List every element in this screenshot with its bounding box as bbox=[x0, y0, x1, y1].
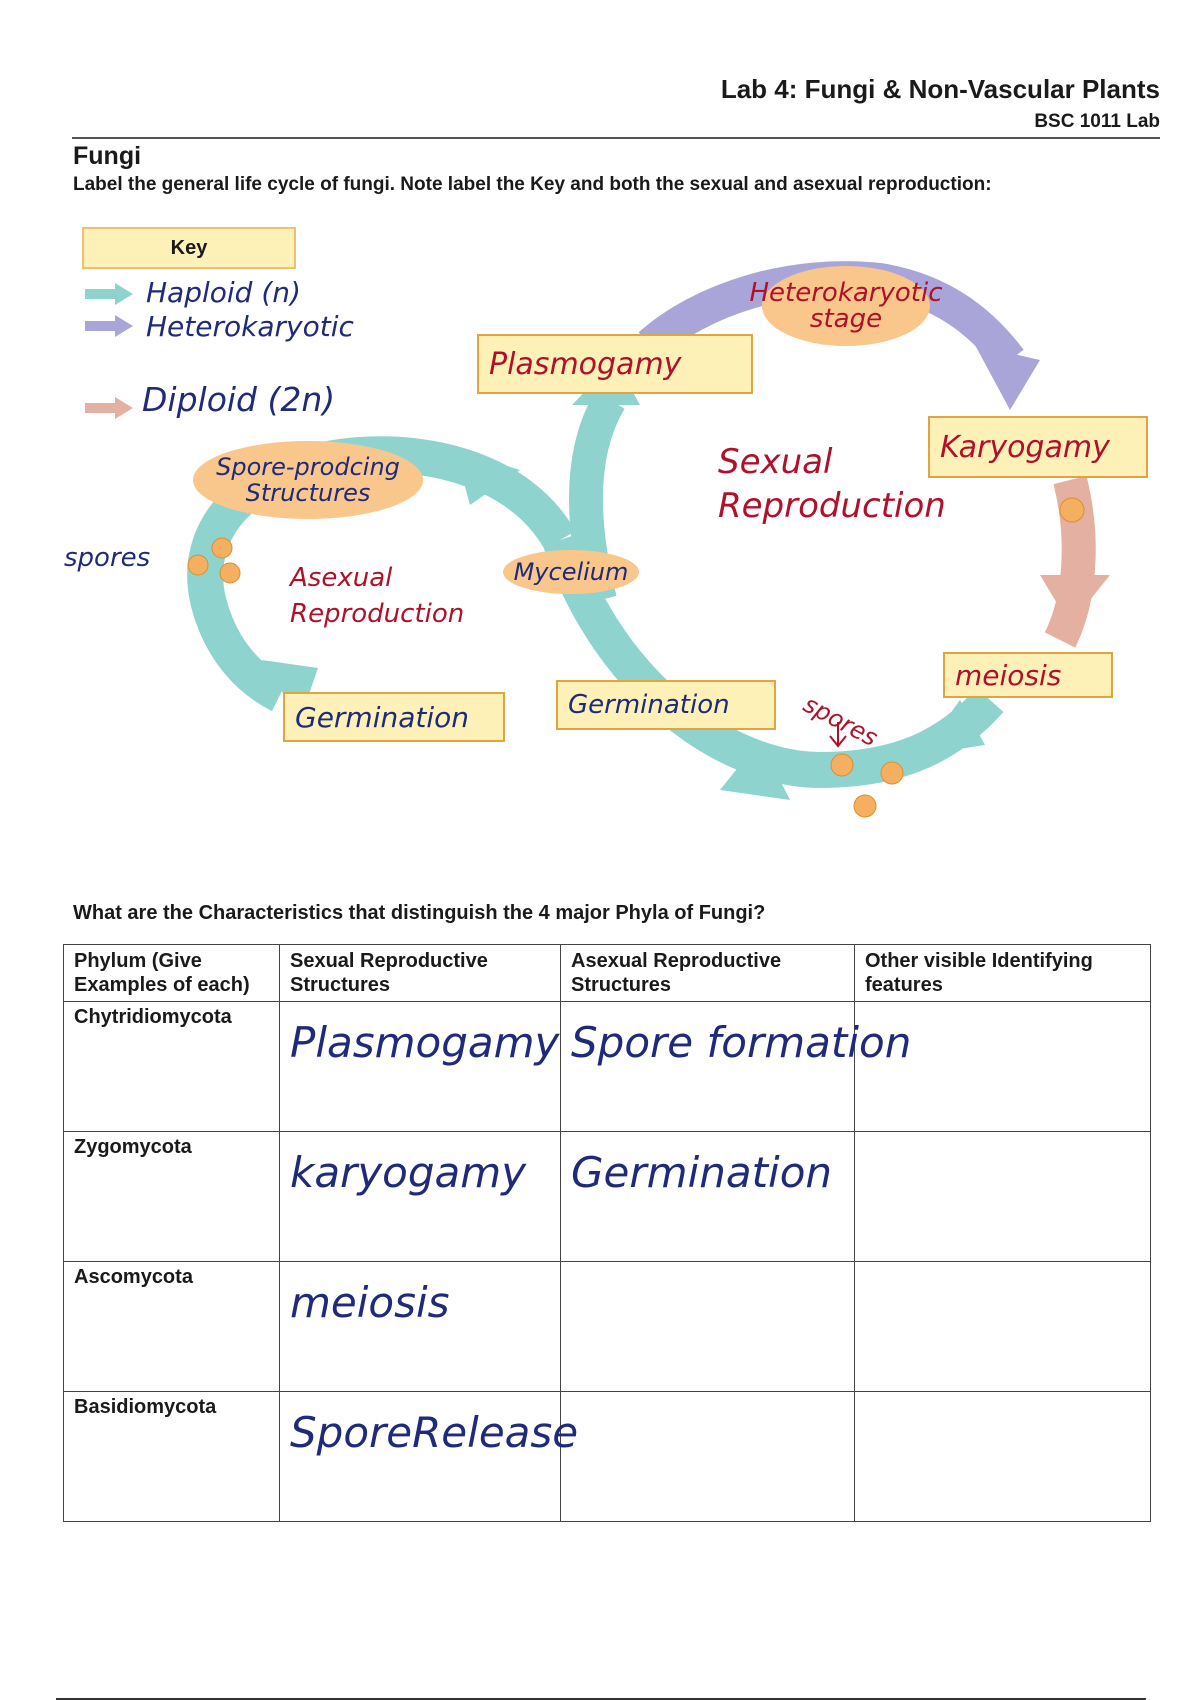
table-row bbox=[64, 1002, 1151, 1132]
karyogamy-label: Karyogamy bbox=[928, 416, 1148, 478]
sexual-cell[interactable] bbox=[280, 1262, 561, 1392]
header-sexual: Sexual Reproductive Structures bbox=[280, 945, 561, 1002]
diploid-key-arrow-icon bbox=[85, 397, 133, 419]
other-cell[interactable] bbox=[855, 1132, 1151, 1262]
phylum-name: Chytridiomycota bbox=[74, 1006, 232, 1028]
section-title: Fungi bbox=[73, 142, 142, 170]
asexual-cell[interactable] bbox=[561, 1262, 855, 1392]
sexual-answer: meiosis bbox=[290, 1278, 450, 1327]
phylum-cell bbox=[64, 1002, 280, 1132]
course-code: BSC 1011 Lab bbox=[1034, 111, 1160, 132]
table-row bbox=[64, 1132, 1151, 1262]
sexual-reproduction-label: Sexual Reproduction bbox=[718, 442, 946, 526]
header-phylum: Phylum (Give Examples of each) bbox=[64, 945, 280, 1002]
sexual-answer: SporeRelease bbox=[290, 1408, 579, 1457]
other-cell[interactable] bbox=[855, 1262, 1151, 1392]
key-label-haploid: Haploid (n) bbox=[146, 276, 301, 309]
key-label-heterokaryotic: Heterokaryotic bbox=[146, 310, 354, 343]
table-row bbox=[64, 1392, 1151, 1522]
sexual-answer: karyogamy bbox=[290, 1148, 527, 1197]
spores-bottom-label: spores bbox=[798, 690, 883, 753]
spore-dot bbox=[881, 762, 903, 784]
spore-dot bbox=[220, 563, 240, 583]
phylum-name: Zygomycota bbox=[74, 1136, 192, 1158]
phyla-table bbox=[63, 944, 1151, 1522]
germination-left-label: Germination bbox=[283, 692, 505, 742]
header-asexual: Asexual Reproductive Structures bbox=[561, 945, 855, 1002]
phylum-name: Ascomycota bbox=[74, 1266, 193, 1288]
phyla-question: What are the Characteristics that distinguish the 4 major Phyla of Fungi? bbox=[73, 902, 766, 924]
spore-dot bbox=[1060, 498, 1084, 522]
sexual-cell[interactable] bbox=[280, 1002, 561, 1132]
phylum-cell bbox=[64, 1392, 280, 1522]
key-label-diploid: Diploid (2n) bbox=[142, 380, 336, 419]
spore-dot bbox=[212, 538, 232, 558]
haploid-key-arrow-icon bbox=[85, 283, 133, 305]
header-other: Other visible Identifying features bbox=[855, 945, 1151, 1002]
meiosis-label: meiosis bbox=[943, 652, 1113, 698]
spore-dot bbox=[188, 555, 208, 575]
spores-left-label: spores bbox=[64, 543, 151, 573]
asexual-answer: Germination bbox=[571, 1148, 833, 1197]
asexual-cell[interactable] bbox=[561, 1132, 855, 1262]
sexual-cell[interactable] bbox=[280, 1132, 561, 1262]
asexual-answer: Spore formation bbox=[571, 1018, 912, 1067]
mycelium-label: Mycelium bbox=[503, 550, 639, 594]
asexual-cell[interactable] bbox=[561, 1392, 855, 1522]
table-header-row bbox=[64, 945, 1151, 1002]
spore-producing-structures-label: Spore-prodcing Structures bbox=[193, 441, 423, 519]
heterokaryotic-stage-label: Heterokaryotic stage bbox=[762, 266, 930, 346]
other-cell[interactable] bbox=[855, 1392, 1151, 1522]
asexual-reproduction-label: Asexual Reproduction bbox=[290, 563, 465, 629]
heterokaryotic-arrowhead bbox=[975, 345, 1040, 410]
phylum-cell bbox=[64, 1132, 280, 1262]
phylum-name: Basidiomycota bbox=[74, 1396, 217, 1418]
diploid-arrowhead bbox=[1040, 575, 1110, 625]
instructions-text: Label the general life cycle of fungi. Note label the Key and both the sexual and asexual reproduction: bbox=[73, 174, 992, 195]
sexual-cell[interactable] bbox=[280, 1392, 579, 1522]
heterokaryotic-key-arrow-icon bbox=[85, 315, 133, 337]
table-row bbox=[64, 1262, 1151, 1392]
sexual-answer: Plasmogamy bbox=[290, 1018, 560, 1067]
worksheet-title: Lab 4: Fungi & Non-Vascular Plants bbox=[720, 74, 1160, 104]
germination-mid-label: Germination bbox=[556, 680, 776, 730]
plasmogamy-label: Plasmogamy bbox=[477, 334, 753, 394]
asexual-cell[interactable] bbox=[561, 1002, 912, 1132]
key-box: Key bbox=[82, 227, 296, 269]
spore-dot bbox=[831, 754, 853, 776]
phylum-cell bbox=[64, 1262, 280, 1392]
spore-dot bbox=[854, 795, 876, 817]
